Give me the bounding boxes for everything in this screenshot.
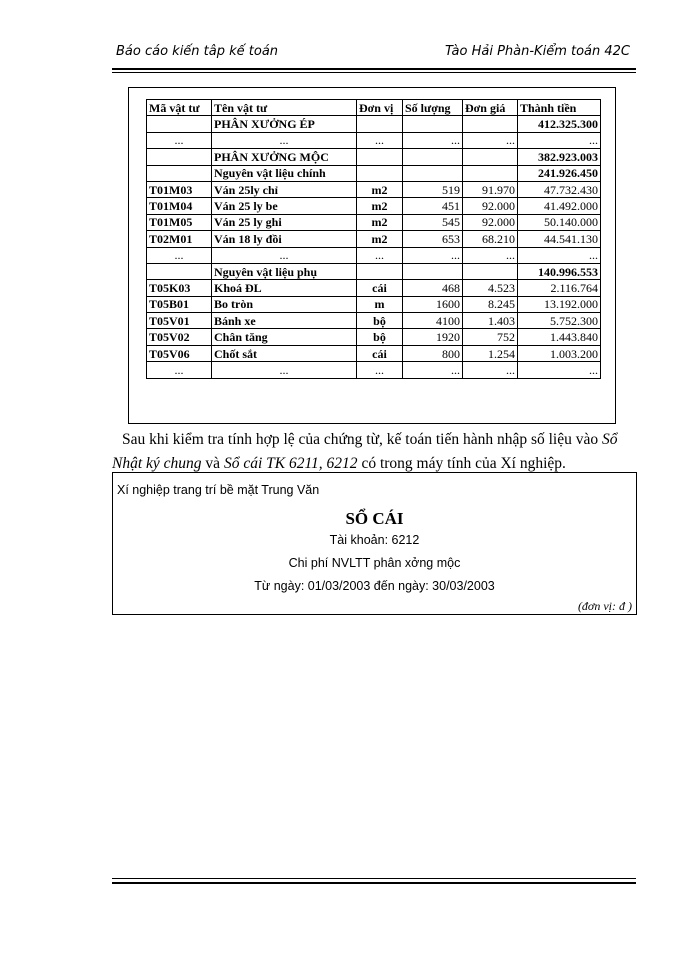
table-row [147, 280, 601, 296]
table-cell: 800 [403, 345, 463, 361]
table-cell: 8.245 [463, 296, 518, 312]
ledger-period: Từ ngày: 01/03/2003 đến ngày: 30/03/2003 [254, 579, 495, 593]
table-cell: bộ [357, 313, 403, 329]
table-cell: m [357, 296, 403, 312]
table-cell: 5.752.300 [518, 313, 601, 329]
table-row [147, 345, 601, 361]
table-cell: Bánh xe [212, 313, 357, 329]
table-cell [147, 149, 212, 165]
table-cell: T01M05 [147, 214, 212, 230]
table-cell: 92.000 [463, 214, 518, 230]
table-cell: 412.325.300 [518, 116, 601, 132]
table-cell: ... [463, 247, 518, 263]
table-cell: T05K03 [147, 280, 212, 296]
body-paragraph [112, 428, 640, 476]
table-cell: ... [357, 362, 403, 378]
footer-rule [112, 882, 636, 884]
table-cell: 519 [403, 181, 463, 197]
table-cell: cái [357, 280, 403, 296]
table-cell: m2 [357, 198, 403, 214]
column-header: Số lượng [403, 100, 463, 116]
table-cell: bộ [357, 329, 403, 345]
table-cell: Ván 25ly chỉ [212, 181, 357, 197]
header-rule [112, 68, 636, 70]
table-cell: ... [463, 132, 518, 148]
table-cell: ... [518, 247, 601, 263]
column-header: Mã vật tư [147, 100, 212, 116]
paragraph-text-2: và [201, 455, 224, 472]
table-cell: Khoá ĐL [212, 280, 357, 296]
table-cell: 1920 [403, 329, 463, 345]
table-cell: Ván 18 ly đồi [212, 231, 357, 247]
ledger-company: Xí nghiệp trang trí bề mặt Trung Văn [117, 483, 320, 497]
table-cell: ... [518, 132, 601, 148]
table-cell: ... [357, 132, 403, 148]
paragraph-text-3: có trong máy tính của Xí nghiệp. [357, 455, 566, 472]
header-right-title: Tào Hải Phàn-Kiểm toán 42C [444, 44, 630, 59]
table-cell: PHÂN XƯỞNG ÉP [212, 116, 357, 132]
ledger-unit: (đơn vị: đ ) [577, 599, 632, 613]
footer-rule-thin [112, 878, 636, 879]
table-cell: T02M01 [147, 231, 212, 247]
table-cell [357, 116, 403, 132]
table-row [147, 149, 601, 165]
table-row [147, 132, 601, 148]
column-header: Đơn vị [357, 100, 403, 116]
table-row [147, 263, 601, 279]
table-cell: 13.192.000 [518, 296, 601, 312]
table-cell [357, 149, 403, 165]
table-cell: PHÂN XƯỞNG MỘC [212, 149, 357, 165]
table-cell: ... [403, 247, 463, 263]
table-cell: ... [357, 247, 403, 263]
ledger-title: SỔ CÁI [345, 509, 404, 528]
table-cell: T05V02 [147, 329, 212, 345]
table-cell [357, 263, 403, 279]
table-cell [463, 116, 518, 132]
table-cell: T05V06 [147, 345, 212, 361]
header-left-title: Báo cáo kiến tâp kế toán [116, 44, 279, 59]
table-cell: 241.926.450 [518, 165, 601, 181]
table-cell [403, 116, 463, 132]
table-cell: 4.523 [463, 280, 518, 296]
table-cell: T05B01 [147, 296, 212, 312]
table-cell: ... [212, 247, 357, 263]
table-cell: 2.116.764 [518, 280, 601, 296]
table-row [147, 198, 601, 214]
table-row [147, 329, 601, 345]
table-cell [147, 263, 212, 279]
table-row [147, 116, 601, 132]
table-cell: 382.923.003 [518, 149, 601, 165]
table-cell: 653 [403, 231, 463, 247]
table-cell [403, 165, 463, 181]
table-cell: m2 [357, 214, 403, 230]
table-cell: Chốt sắt [212, 345, 357, 361]
table-cell: T05V01 [147, 313, 212, 329]
table-cell: T01M03 [147, 181, 212, 197]
table-row [147, 165, 601, 181]
table-cell: 468 [403, 280, 463, 296]
table-cell: 91.970 [463, 181, 518, 197]
table-cell: 451 [403, 198, 463, 214]
table-cell: 545 [403, 214, 463, 230]
table-cell: m2 [357, 181, 403, 197]
table-row [147, 362, 601, 378]
table-cell: 1600 [403, 296, 463, 312]
table-cell: Nguyên vật liệu chính [212, 165, 357, 181]
table-cell: 1.254 [463, 345, 518, 361]
table-cell: Nguyên vật liệu phụ [212, 263, 357, 279]
table-cell: ... [403, 362, 463, 378]
table-cell: ... [403, 132, 463, 148]
table-cell: 140.996.553 [518, 263, 601, 279]
table-cell: ... [147, 362, 212, 378]
table-cell: Chân tăng [212, 329, 357, 345]
materials-table [146, 99, 601, 379]
table-row [147, 181, 601, 197]
table-cell: cái [357, 345, 403, 361]
paragraph-ledger-ref: Sổ cái TK 6211, 6212 [223, 455, 358, 472]
table-cell [463, 165, 518, 181]
table-cell [147, 116, 212, 132]
table-row [147, 313, 601, 329]
table-cell: ... [147, 132, 212, 148]
table-cell: 92.000 [463, 198, 518, 214]
table-row [147, 296, 601, 312]
table-cell: 752 [463, 329, 518, 345]
table-cell: 41.492.000 [518, 198, 601, 214]
table-cell: 1.403 [463, 313, 518, 329]
column-header: Thành tiền [518, 100, 601, 116]
table-cell: 47.732.430 [518, 181, 601, 197]
table-cell: ... [518, 362, 601, 378]
table-cell: T01M04 [147, 198, 212, 214]
table-cell: 44.541.130 [518, 231, 601, 247]
table-cell: 4100 [403, 313, 463, 329]
ledger-box [112, 472, 637, 615]
table-cell [403, 263, 463, 279]
table-header-row [147, 100, 601, 116]
ledger-description: Chi phí NVLTT phân xởng mộc [288, 556, 461, 570]
table-cell: Ván 25 ly ghi [212, 214, 357, 230]
ledger-account: Tài khoản: 6212 [329, 533, 420, 547]
header-rule-thin [112, 72, 636, 73]
table-cell: m2 [357, 231, 403, 247]
table-cell: 50.140.000 [518, 214, 601, 230]
table-cell: 68.210 [463, 231, 518, 247]
table-cell [147, 165, 212, 181]
table-cell [463, 263, 518, 279]
table-cell [463, 149, 518, 165]
table-cell: Ván 25 ly be [212, 198, 357, 214]
table-cell: 1.443.840 [518, 329, 601, 345]
table-cell [357, 165, 403, 181]
column-header: Đơn giá [463, 100, 518, 116]
table-row [147, 214, 601, 230]
table-row [147, 247, 601, 263]
table-cell: ... [147, 247, 212, 263]
table-cell: ... [212, 132, 357, 148]
table-cell [403, 149, 463, 165]
table-cell: ... [463, 362, 518, 378]
table-cell: ... [212, 362, 357, 378]
table-cell: Bo tròn [212, 296, 357, 312]
table-cell: 1.003.200 [518, 345, 601, 361]
table-row [147, 231, 601, 247]
paragraph-text-1: Sau khi kiểm tra tính hợp lệ của chứng từ, kế toán tiến hành nhập số liệu vào [122, 431, 602, 448]
column-header: Tên vật tư [212, 100, 357, 116]
paragraph-journal-ref: Sổ Nhật ký chung [112, 431, 618, 472]
